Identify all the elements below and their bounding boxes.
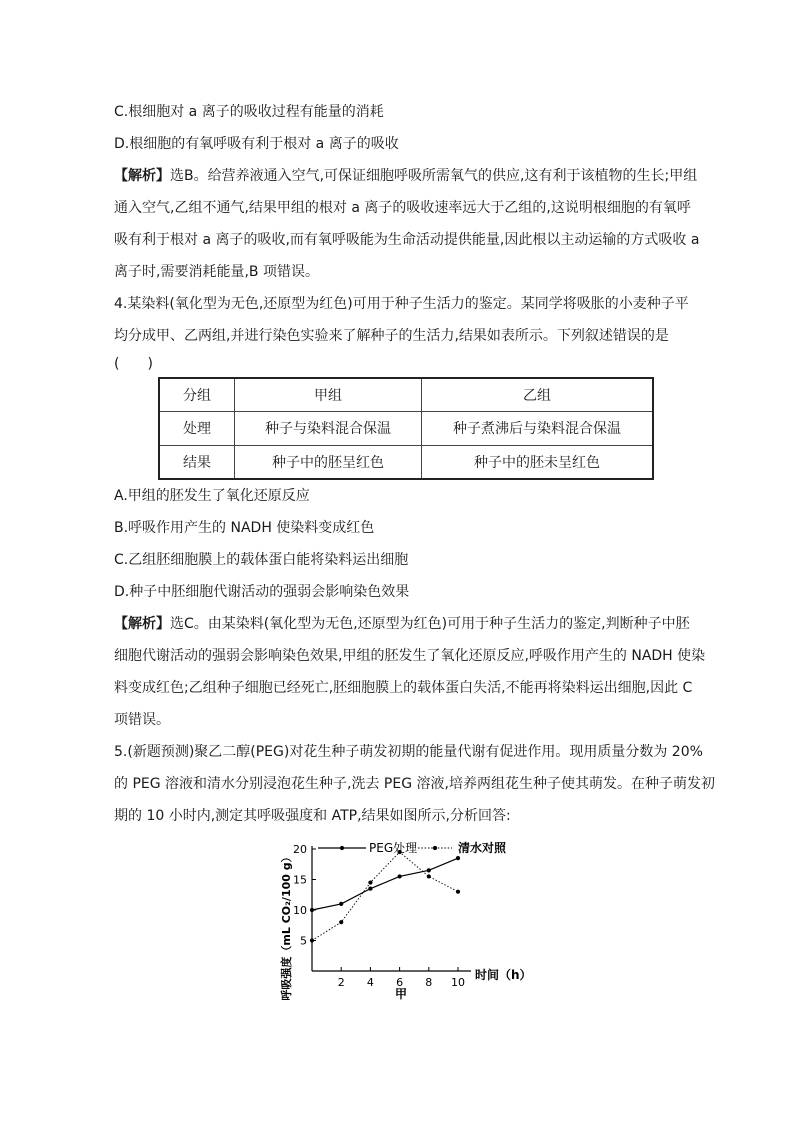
analysis-4-line-3: 料变成红色;乙组种子细胞已经死亡,胚细胞膜上的载体蛋白失活,不能再将染料运出细胞,因此 C [114,680,693,696]
question-4-option-b: B.呼吸作用产生的 NADH 使染料变成红色 [114,520,375,536]
question-5-line-2: 的 PEG 溶液和清水分别浸泡花生种子,洗去 PEG 溶液,培养两组花生种子使其萌发。在种子萌发初 [114,776,715,792]
analysis-text: 选B。给营养液通入空气,可保证细胞呼吸所需氧气的供应,这有利于该植物的生长;甲组 [170,168,698,184]
table-cell: 种子中的胚未呈红色 [422,445,654,479]
chart-series [310,850,460,943]
table-cell: 分组 [159,378,235,412]
x-tick-label: 6 [396,976,404,989]
table-cell: 乙组 [422,378,654,412]
table-cell: 甲组 [235,378,422,412]
legend-label: PEG处理 [369,841,418,855]
data-point [427,868,431,872]
analysis-4-line-2: 细胞代谢活动的强弱会影响染色效果,甲组的胚发生了氧化还原反应,呼吸作用产生的 NADH 使染 [114,648,706,664]
data-point [368,887,372,891]
analysis-tag: 【解析】 [114,168,170,184]
table-cell: 处理 [159,412,235,445]
series-line-1 [312,858,458,910]
data-point [456,890,460,894]
y-tick-label: 20 [293,843,307,856]
data-point [339,920,343,924]
respiration-chart [270,838,540,1008]
table-cell: 种子中的胚呈红色 [235,445,422,479]
data-point [427,874,431,878]
legend-marker [340,846,344,850]
question-4-option-c: C.乙组胚细胞膜上的载体蛋白能将染料运出细胞 [114,552,409,568]
x-tick-label: 4 [366,976,374,989]
chart-axes [312,846,471,971]
data-point [398,874,402,878]
x-tick-label: 8 [425,976,433,989]
analysis-4-line-1 [114,614,690,634]
question-5-line-1: 5.(新题预测)聚乙二醇(PEG)对花生种子萌发初期的能量代谢有促进作用。现用质量分数为 20% [114,744,703,760]
analysis-3-line-3: 吸有利于根对 a 离子的吸收,而有氧呼吸能为生命活动提供能量,因此根以主动运输的方式吸收 a [114,232,700,248]
data-point [456,856,460,860]
x-tick-label: 2 [337,976,345,989]
data-point [339,902,343,906]
chart-ticks [293,843,465,989]
question-5-line-3: 期的 10 小时内,测定其呼吸强度和 ATP,结果如图所示,分析回答: [114,808,511,824]
option-c: C.根细胞对 a 离子的吸收过程有能量的消耗 [114,104,384,120]
table-row [159,412,653,445]
legend-marker [433,846,437,850]
analysis-3-line-4: 离子时,需要消耗能量,B 项错误。 [114,264,319,280]
table-row [159,445,653,479]
analysis-text: 选C。由某染料(氧化型为无色,还原型为红色)可用于种子生活力的鉴定,判断种子中胚 [170,616,690,632]
chart-caption: 甲 [394,987,408,1001]
x-tick-label: 10 [451,976,465,989]
data-point [310,938,314,942]
result-table [158,377,654,480]
table-cell: 种子与染料混合保温 [235,412,422,445]
answer-paren: ( ) [114,356,153,372]
analysis-3-line-2: 通入空气,乙组不通气,结果甲组的根对 a 离子的吸收速率远大于乙组的,这说明根细胞的有氧呼 [114,200,691,216]
question-4-option-a: A.甲组的胚发生了氧化还原反应 [114,488,310,504]
analysis-4-line-4: 项错误。 [114,712,170,728]
x-axis-label: 时间（h） [475,968,532,982]
y-tick-label: 10 [293,904,307,917]
legend-label: 清水对照 [458,841,507,855]
y-tick-label: 15 [293,873,307,887]
y-tick-label: 5 [300,934,307,948]
analysis-3-line-1 [114,166,697,186]
question-4-line-1: 4.某染料(氧化型为无色,还原型为红色)可用于种子生活力的鉴定。某同学将吸胀的小麦种子平 [114,296,689,312]
option-d: D.根细胞的有氧呼吸有利于根对 a 离子的吸收 [114,136,399,152]
y-axis-label: 呼吸强度（mL CO₂/100 g） [280,851,293,1001]
analysis-tag: 【解析】 [114,616,170,632]
data-point [368,880,372,884]
table-cell: 结果 [159,445,235,479]
question-4-option-d: D.种子中胚细胞代谢活动的强弱会影响染色效果 [114,584,410,600]
series-line-2 [312,852,458,940]
chart-legend [318,840,507,855]
table-cell: 种子煮沸后与染料混合保温 [422,412,654,445]
data-point [310,908,314,912]
table-header-row [159,378,653,412]
question-4-line-2: 均分成甲、乙两组,并进行染色实验来了解种子的生活力,结果如表所示。下列叙述错误的是 [114,328,669,344]
